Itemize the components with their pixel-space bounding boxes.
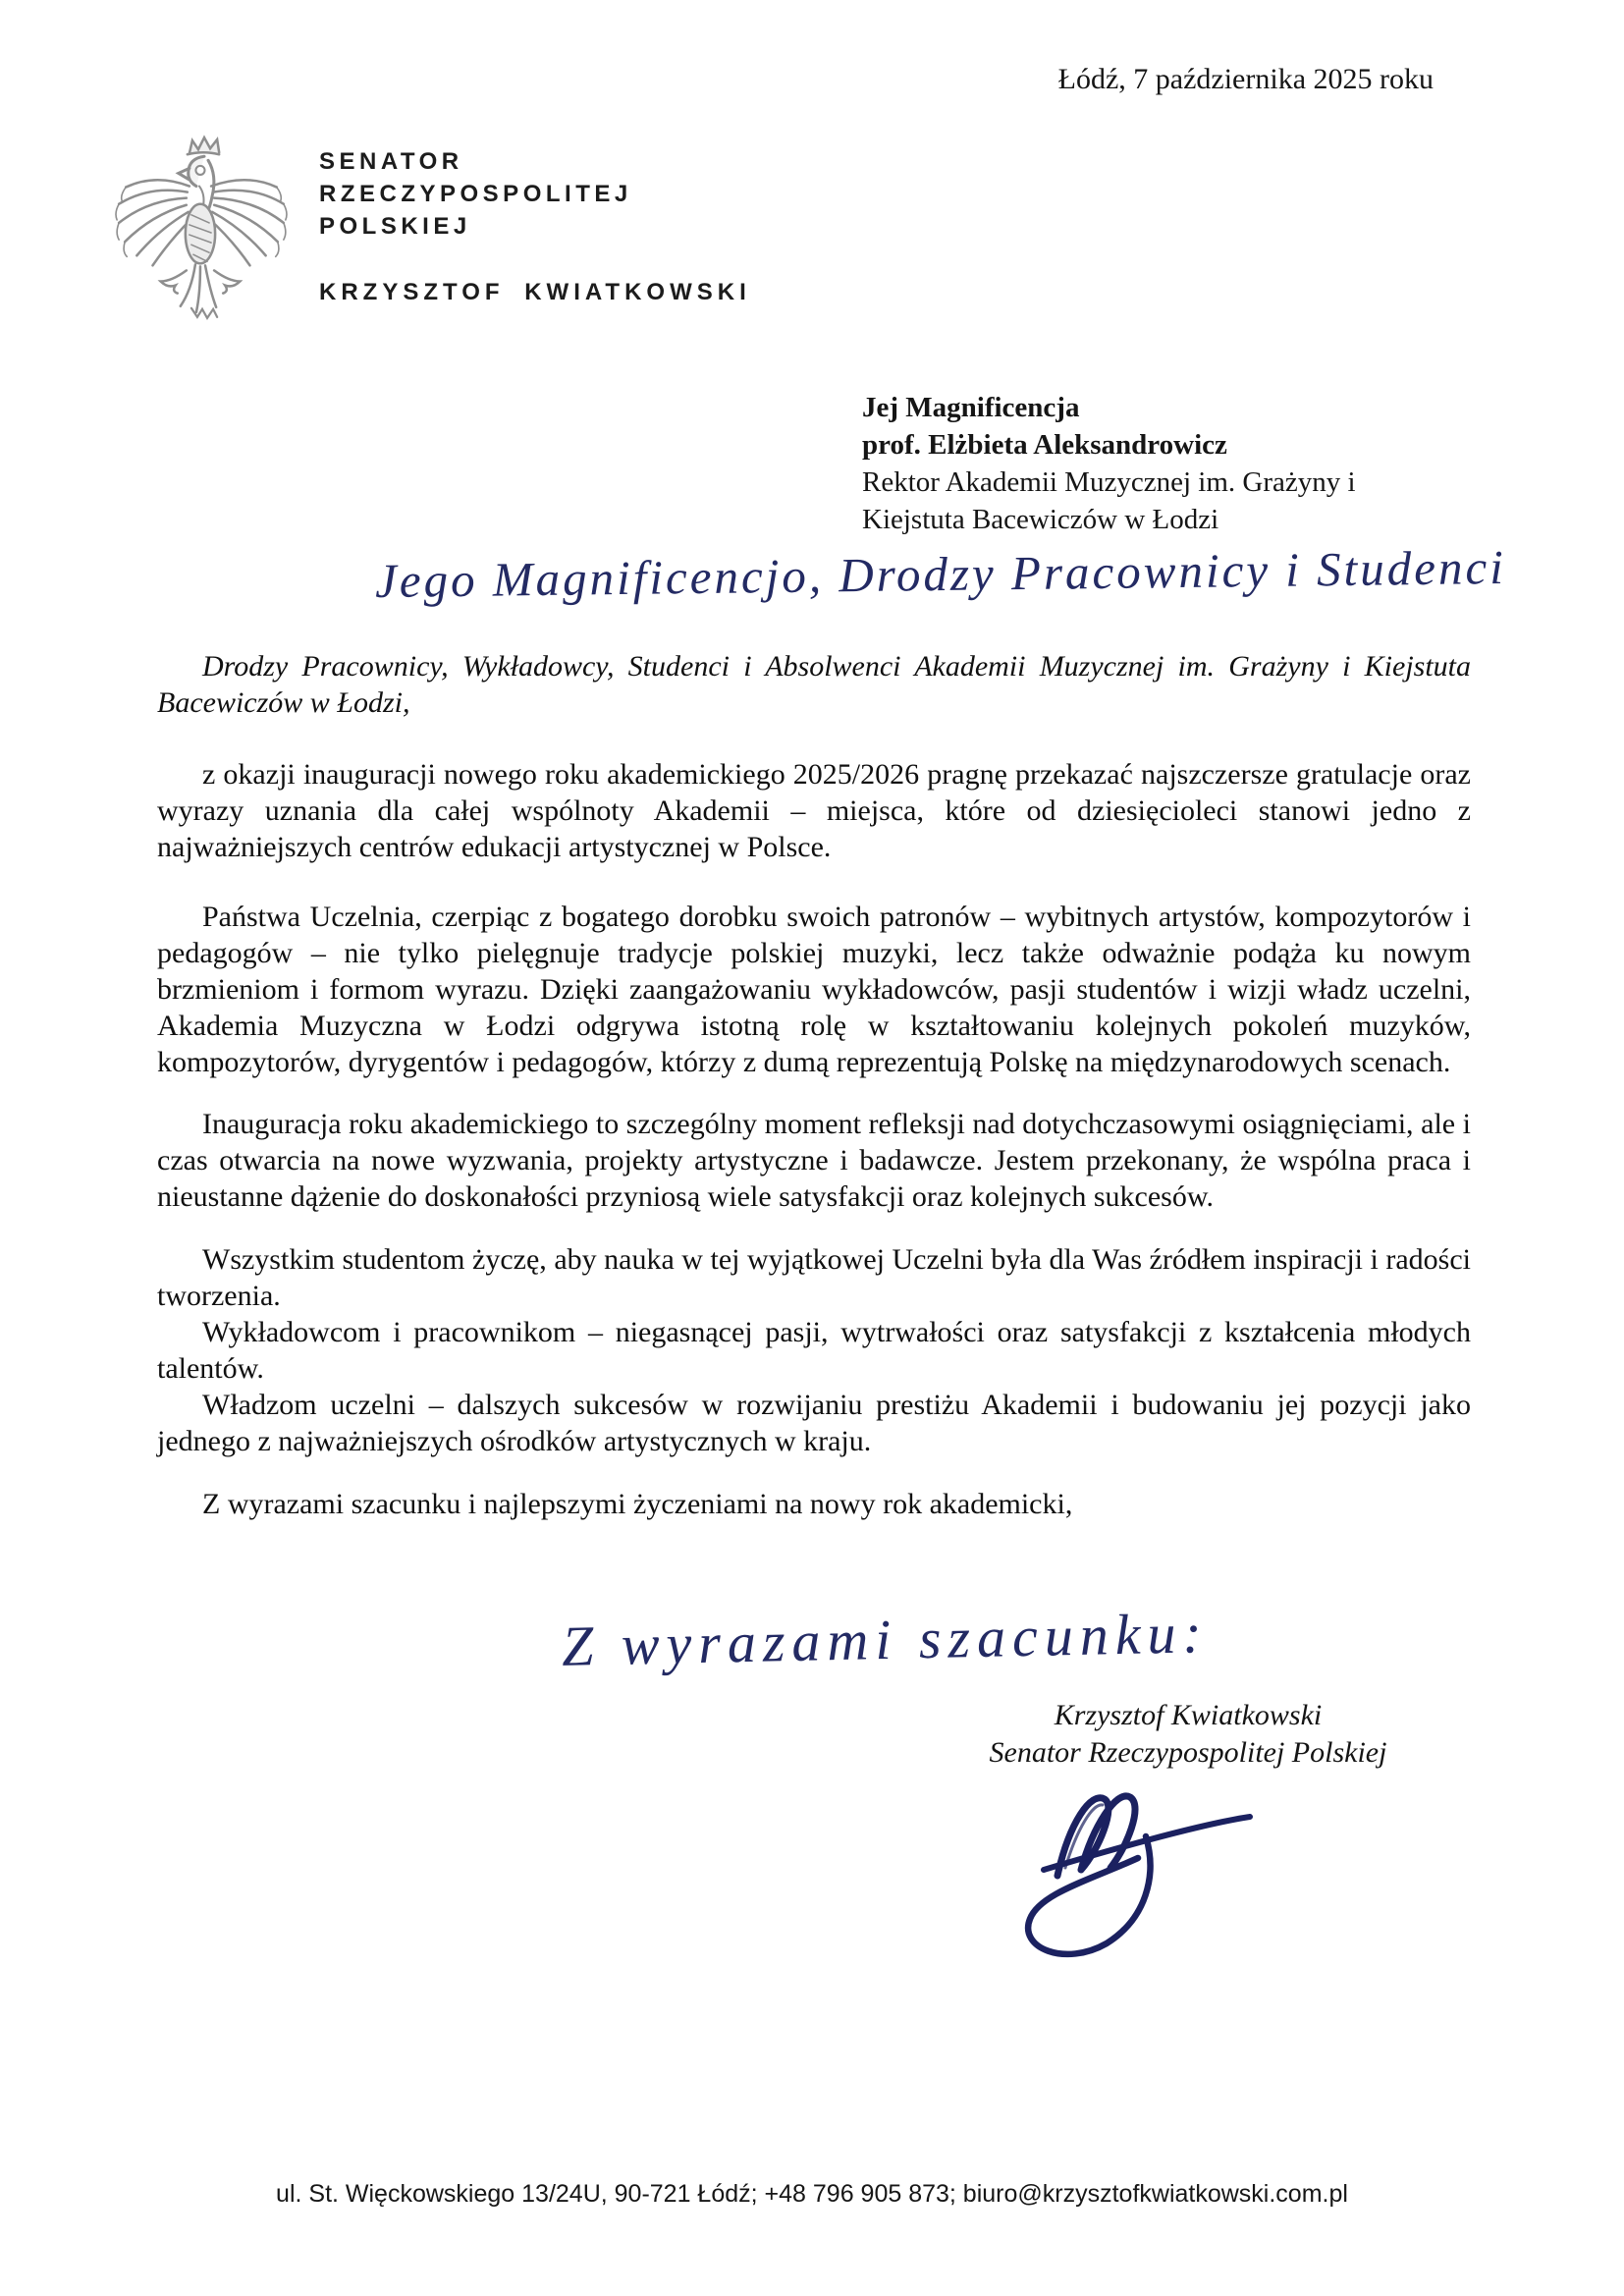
date-line: Łódź, 7 października 2025 roku <box>1057 63 1434 95</box>
footer-contact: ul. St. Więckowskiego 13/24U, 90-721 Łódź; +48 796 905 873; biuro@krzysztofkwiatkowski.com.pl <box>276 2180 1348 2208</box>
body-paragraph: z okazji inauguracji nowego roku akademickiego 2025/2026 pragnę przekazać najszczersze gratulacje oraz wyrazy uznania dla całej wspólnoty Akademii – miejsca, które od dziesięcioleci stanowi jedno z najważniejszych centrów edukacji artystycznej w Polsce. <box>157 758 1471 863</box>
letterhead-holder-name: KRZYSZTOF KWIATKOWSKI <box>319 279 751 305</box>
addressee-line: Jej Magnificencja <box>862 392 1080 423</box>
letter-body <box>157 648 1471 1522</box>
body-paragraph: Wykładowcom i pracownikom – niegasnącej pasji, wytrwałości oraz satysfakcji z kształcenia młodych talentów. <box>157 1316 1471 1385</box>
addressee-line: Kiejstuta Bacewiczów w Łodzi <box>862 504 1219 535</box>
closing-line: Z wyrazami szacunku i najlepszymi życzeniami na nowy rok akademicki, <box>202 1488 1073 1520</box>
signature-scribble <box>997 1779 1267 1976</box>
handwritten-closing: Z wyrazami szacunku: <box>561 1601 1210 1678</box>
addressee-block <box>862 389 1356 538</box>
letterhead-office-line: SENATOR <box>319 148 463 175</box>
salutation: Drodzy Pracownicy, Wykładowcy, Studenci i Absolwenci Akademii Muzycznej im. Grażyny i Kiejstuta Bacewiczów w Łodzi, <box>157 650 1471 719</box>
body-paragraph: Inauguracja roku akademickiego to szczególny moment refleksji nad dotychczasowymi osiągnięciami, ale i czas otwarcia na nowe wyzwania, projekty artystyczne i badawcze. Jestem przekonany, że wspólna praca i nieustanne dążenie do doskonałości przyniosą wiele satysfakcji oraz kolejnych sukcesów. <box>157 1108 1471 1213</box>
addressee-line: prof. Elżbieta Aleksandrowicz <box>862 429 1227 461</box>
letterhead-office-line: RZECZYPOSPOLITEJ <box>319 181 632 207</box>
handwritten-greeting: Jego Magnificencjo, Drodzy Pracownicy i Studenci <box>374 539 1507 609</box>
signer-block <box>893 1697 1483 1772</box>
body-paragraph: Państwa Uczelnia, czerpiąc z bogatego dorobku swoich patronów – wybitnych artystów, kompozytorów i pedagogów – nie tylko pielęgnuje tradycje polskiej muzyki, lecz także odważnie podąża ku nowym brzmieniom i formom wyrazu. Dzięki zaangażowaniu wykładowców, pasji studentów i wizji władz uczelni, Akademia Muzyczna w Łodzi odgrywa istotną rolę w kształtowaniu kolejnych pokoleń muzyków, kompozytorów, dyrygentów i pedagogów, którzy z dumą reprezentują Polskę na międzynarodowych scenach. <box>157 901 1471 1078</box>
letterhead-office-line: POLSKIEJ <box>319 213 471 240</box>
polish-eagle-icon <box>108 132 297 330</box>
addressee-line: Rektor Akademii Muzycznej im. Grażyny i <box>862 466 1356 498</box>
body-paragraph: Wszystkim studentom życzę, aby nauka w tej wyjątkowej Uczelni była dla Was źródłem inspiracji i radości tworzenia. <box>157 1243 1471 1312</box>
letterhead-office <box>319 145 632 243</box>
body-paragraph: Władzom uczelni – dalszych sukcesów w rozwijaniu prestiżu Akademii i budowaniu jej pozycji jako jednego z najważniejszych ośrodków artystycznych w kraju. <box>157 1389 1471 1457</box>
signer-name: Krzysztof Kwiatkowski <box>1054 1699 1323 1731</box>
signer-title: Senator Rzeczypospolitej Polskiej <box>989 1736 1387 1769</box>
